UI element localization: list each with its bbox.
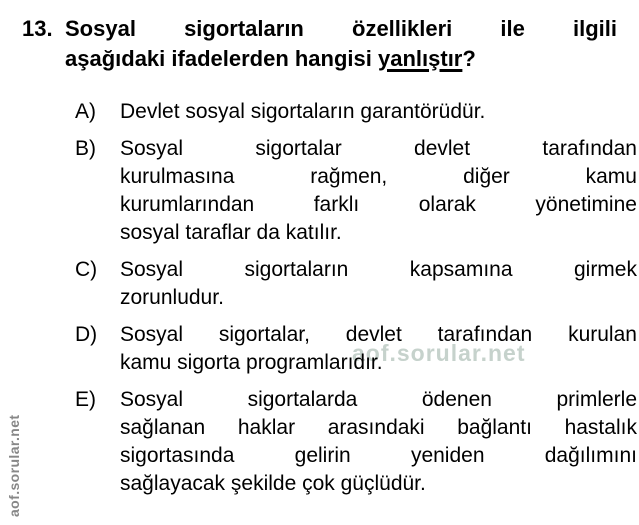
question-block [22, 14, 617, 74]
option-row-d [75, 321, 637, 377]
option-line: zorunludur. [120, 286, 224, 309]
option-line: Sosyal sigortaların kapsamına girmek [120, 258, 637, 281]
option-letter: B) [75, 137, 96, 160]
question-keyword-underlined: yanlıştır [378, 46, 463, 71]
option-row-e [75, 386, 637, 498]
option-text [120, 386, 637, 498]
option-text [120, 321, 637, 377]
option-line: Sosyal sigortalarda ödenen primlerle [120, 388, 637, 411]
question-line-2-plain: aşağıdaki ifadelerden hangisi [65, 46, 378, 71]
watermark-left: aof.sorular.net [6, 414, 22, 517]
option-line: Sosyal sigortalar, devlet tarafından kurulan [120, 323, 637, 346]
option-line: Sosyal sigortalar devlet tarafından [120, 137, 637, 160]
option-letter: A) [75, 100, 96, 123]
options-list [75, 98, 637, 507]
option-line: sigortasında gelirin yeniden dağılımını [120, 444, 637, 467]
question-line-2 [65, 44, 617, 74]
option-letter: D) [75, 323, 98, 346]
option-line: kurulmasına rağmen, diğer kamu [120, 165, 637, 188]
question-number: 13. [22, 16, 53, 41]
option-letter: C) [75, 258, 98, 281]
option-line: sağlanan haklar arasındaki bağlantı hastalık [120, 416, 637, 439]
option-line: sosyal taraflar da katılır. [120, 221, 342, 244]
option-line: kurumlarından farklı olarak yönetimine [120, 193, 637, 216]
option-row-b [75, 135, 637, 247]
option-line: Devlet sosyal sigortaların garantörüdür. [120, 100, 486, 123]
option-text [120, 135, 637, 247]
question-mark: ? [462, 46, 476, 71]
option-line: sağlayacak şekilde çok güçlüdür. [120, 472, 426, 495]
question-line-1: Sosyal sigortaların özellikleri ile ilgili [65, 16, 617, 41]
option-row-a [75, 98, 637, 126]
option-text [120, 98, 637, 126]
option-letter: E) [75, 388, 96, 411]
option-text [120, 256, 637, 312]
question-text [65, 14, 617, 74]
option-line: kamu sigorta programlarıdır. [120, 351, 383, 374]
option-row-c [75, 256, 637, 312]
watermark-center: aof.sorular.net [352, 340, 526, 366]
